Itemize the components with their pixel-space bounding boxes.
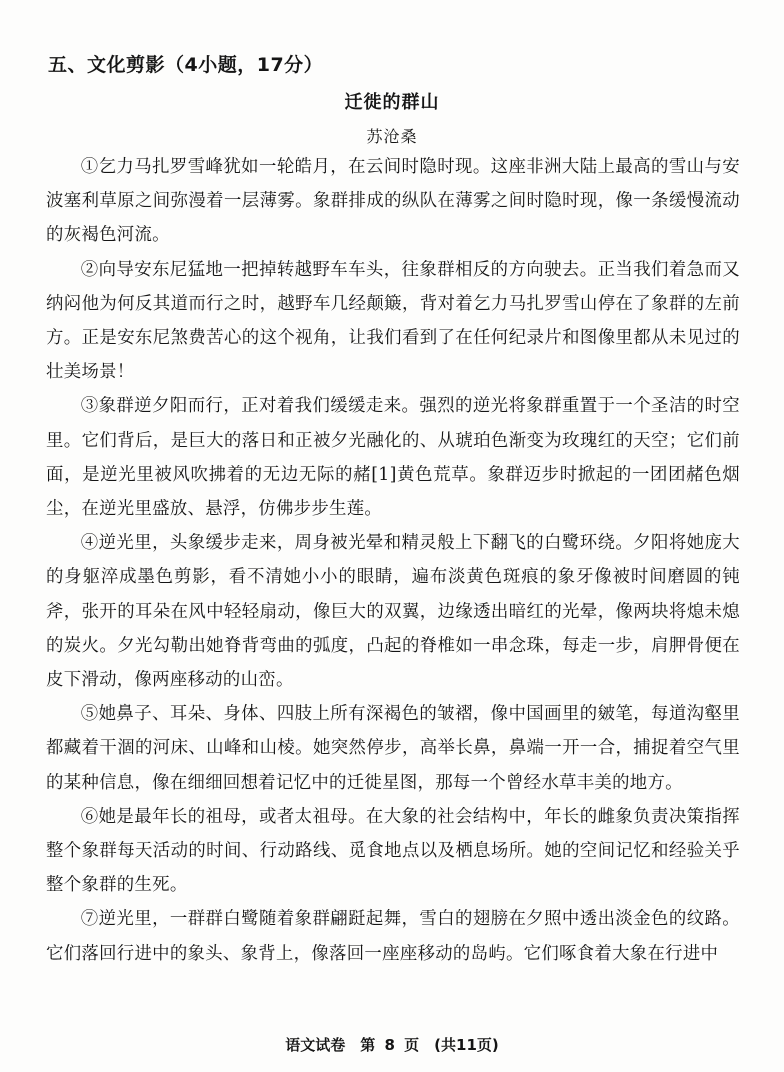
article-body [46, 150, 740, 971]
paragraph-4: ④逆光里，头象缓步走来，周身被光晕和精灵般上下翻飞的白鹭环绕。夕阳将她庞大的身躯淬成墨色剪影，看不清她小小的眼睛，遍布淡黄色斑痕的象牙像被时间磨圆的钝斧，张开的耳朵在风中轻轻扇动，像巨大的双翼，边缘透出暗红的光晕，像两块将熄未熄的炭火。夕光勾勒出她脊背弯曲的弧度，凸起的脊椎如一串念珠，每走一步，肩胛骨便在皮下滑动，像两座移动的山峦。 [46, 533, 740, 691]
article-title: 迁徙的群山 [344, 92, 440, 113]
paragraph-5: ⑤她鼻子、耳朵、身体、四肢上所有深褐色的皱褶，像中国画里的皴笔，每道沟壑里都藏着干涸的河床、山峰和山棱。她突然停步，高举长鼻，鼻端一开一合，捕捉着空气里的某种信息，像在细细回想着记忆中的迁徙星图，那每一个曾经水草丰美的地方。 [46, 704, 740, 793]
paragraph-6: ⑥她是最年长的祖母，或者太祖母。在大象的社会结构中，年长的雌象负责决策指挥整个象群每天活动的时间、行动路线、觅食地点以及栖息场所。她的空间记忆和经验关乎整个象群的生死。 [46, 806, 740, 896]
paragraph-7: ⑦逆光里，一群群白鹭随着象群翩跹起舞，雪白的翅膀在夕照中透出淡金色的纹路。它们落回行进中的象头、象背上，像落回一座座移动的岛屿。它们啄食着大象在行进中 [46, 909, 740, 964]
paragraph-3: ③象群逆夕阳而行，正对着我们缓缓走来。强烈的逆光将象群重置于一个圣洁的时空里。它们背后，是巨大的落日和正被夕光融化的、从琥珀色渐变为玫瑰红的天空；它们前面，是逆光里被风吹拂着的无边无际的赭[1]黄色荒草。象群迈步时掀起的一团团赭色烟尘，在逆光里盛放、悬浮，仿佛步步生莲。 [46, 396, 740, 520]
paragraph-2: ②向导安东尼猛地一把掉转越野车车头，往象群相反的方向驶去。正当我们着急而又纳闷他为何反其道而行之时，越野车几经颠簸，背对着乞力马扎罗雪山停在了象群的左前方。正是安东尼煞费苦心的这个视角，让我们看到了在任何纪录片和图像里都从未见过的壮美场景！ [46, 259, 740, 383]
section-heading: 五、文化剪影（4小题，17分） [48, 54, 324, 76]
paragraph-1: ①乞力马扎罗雪峰犹如一轮皓月，在云间时隐时现。这座非洲大陆上最高的雪山与安波塞利草原之间弥漫着一层薄雾。象群排成的纵队在薄雾之间时隐时现，像一条缓慢流动的灰褐色河流。 [46, 157, 740, 246]
article-author: 苏沧桑 [366, 127, 418, 146]
page-footer: 语文试卷 第 8 页 (共11页) [285, 1036, 499, 1054]
